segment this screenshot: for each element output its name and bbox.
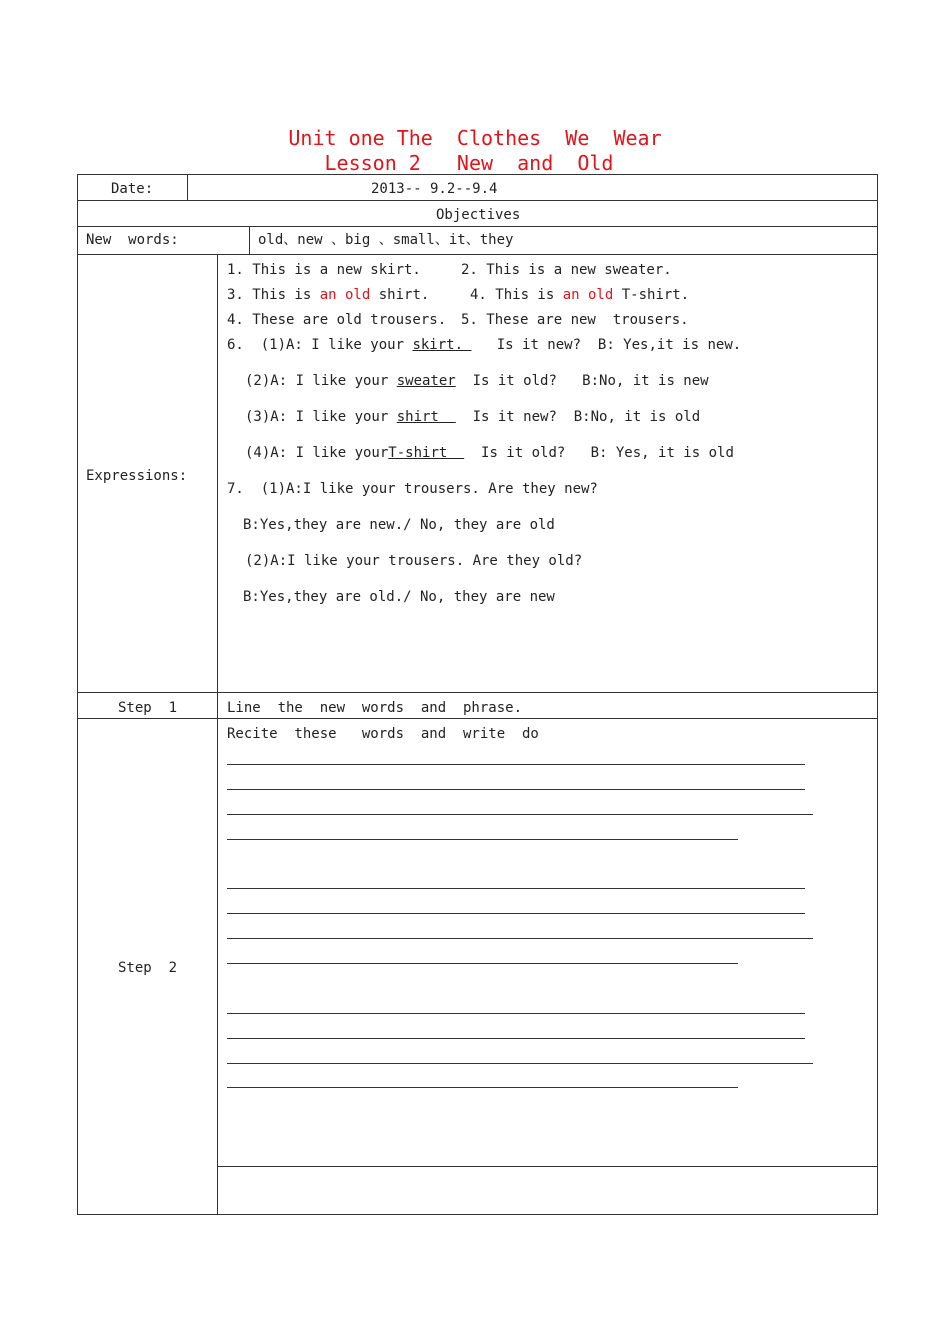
expression-1: 1. This is a new skirt.: [227, 262, 421, 278]
expression-4: 4. This is an old T-shirt.: [470, 287, 690, 303]
writing-line[interactable]: [227, 1038, 805, 1039]
writing-line[interactable]: [227, 839, 738, 840]
dialogue-6-1: 6. (1)A: I like your skirt. Is it new? B: Yes,it is new.: [227, 337, 742, 353]
step1-instruction: Line the new words and phrase.: [227, 700, 523, 716]
writing-line[interactable]: [227, 1087, 738, 1088]
dialogue-6-4: (4)A: I like yourT-shirt Is it old? B: Yes, it is old: [245, 445, 734, 461]
row-divider: [77, 226, 878, 227]
writing-line[interactable]: [227, 1063, 813, 1064]
col-divider: [217, 254, 218, 1215]
date-label: Date:: [111, 181, 154, 197]
row-divider: [77, 718, 878, 719]
writing-line[interactable]: [227, 1013, 805, 1014]
step1-label: Step 1: [118, 700, 178, 716]
expression-3: 3. This is an old shirt.: [227, 287, 430, 303]
row-divider: [217, 1166, 878, 1167]
writing-line[interactable]: [227, 938, 813, 939]
expression-5: 4. These are old trousers.: [227, 312, 447, 328]
expression-6: 5. These are new trousers.: [461, 312, 689, 328]
writing-line[interactable]: [227, 789, 805, 790]
writing-line[interactable]: [227, 888, 805, 889]
worksheet-table: [77, 174, 878, 1215]
row-divider: [77, 692, 878, 693]
writing-line[interactable]: [227, 764, 805, 765]
date-value: 2013-- 9.2--9.4: [371, 181, 498, 197]
new-words-list: old、new 、big 、small、it、they: [258, 232, 514, 248]
dialogue-6-3: (3)A: I like your shirt Is it new? B:No, it is old: [245, 409, 701, 425]
col-divider: [249, 226, 250, 254]
unit-title: Unit one The Clothes We Wear: [288, 126, 662, 150]
dialogue-7-2-answer: B:Yes,they are old./ No, they are new: [243, 589, 555, 605]
row-divider: [77, 200, 878, 201]
dialogue-7-1-answer: B:Yes,they are new./ No, they are old: [243, 517, 555, 533]
writing-line[interactable]: [227, 913, 805, 914]
step2-instruction: Recite these words and write do: [227, 726, 539, 742]
dialogue-7-2: (2)A:I like your trousers. Are they old?: [245, 553, 583, 569]
dialogue-6-2: (2)A: I like your sweater Is it old? B:No, it is new: [245, 373, 709, 389]
step2-label: Step 2: [118, 960, 178, 976]
writing-line[interactable]: [227, 963, 738, 964]
writing-line[interactable]: [227, 814, 813, 815]
expressions-label: Expressions:: [86, 468, 188, 484]
objectives-heading: Objectives: [436, 207, 521, 223]
expression-2: 2. This is a new sweater.: [461, 262, 672, 278]
row-divider: [77, 254, 878, 255]
dialogue-7-1: 7. (1)A:I like your trousers. Are they new?: [227, 481, 598, 497]
new-words-label: New words:: [86, 232, 179, 248]
lesson-title: Lesson 2 New and Old_: [324, 151, 626, 175]
col-divider: [187, 174, 188, 200]
